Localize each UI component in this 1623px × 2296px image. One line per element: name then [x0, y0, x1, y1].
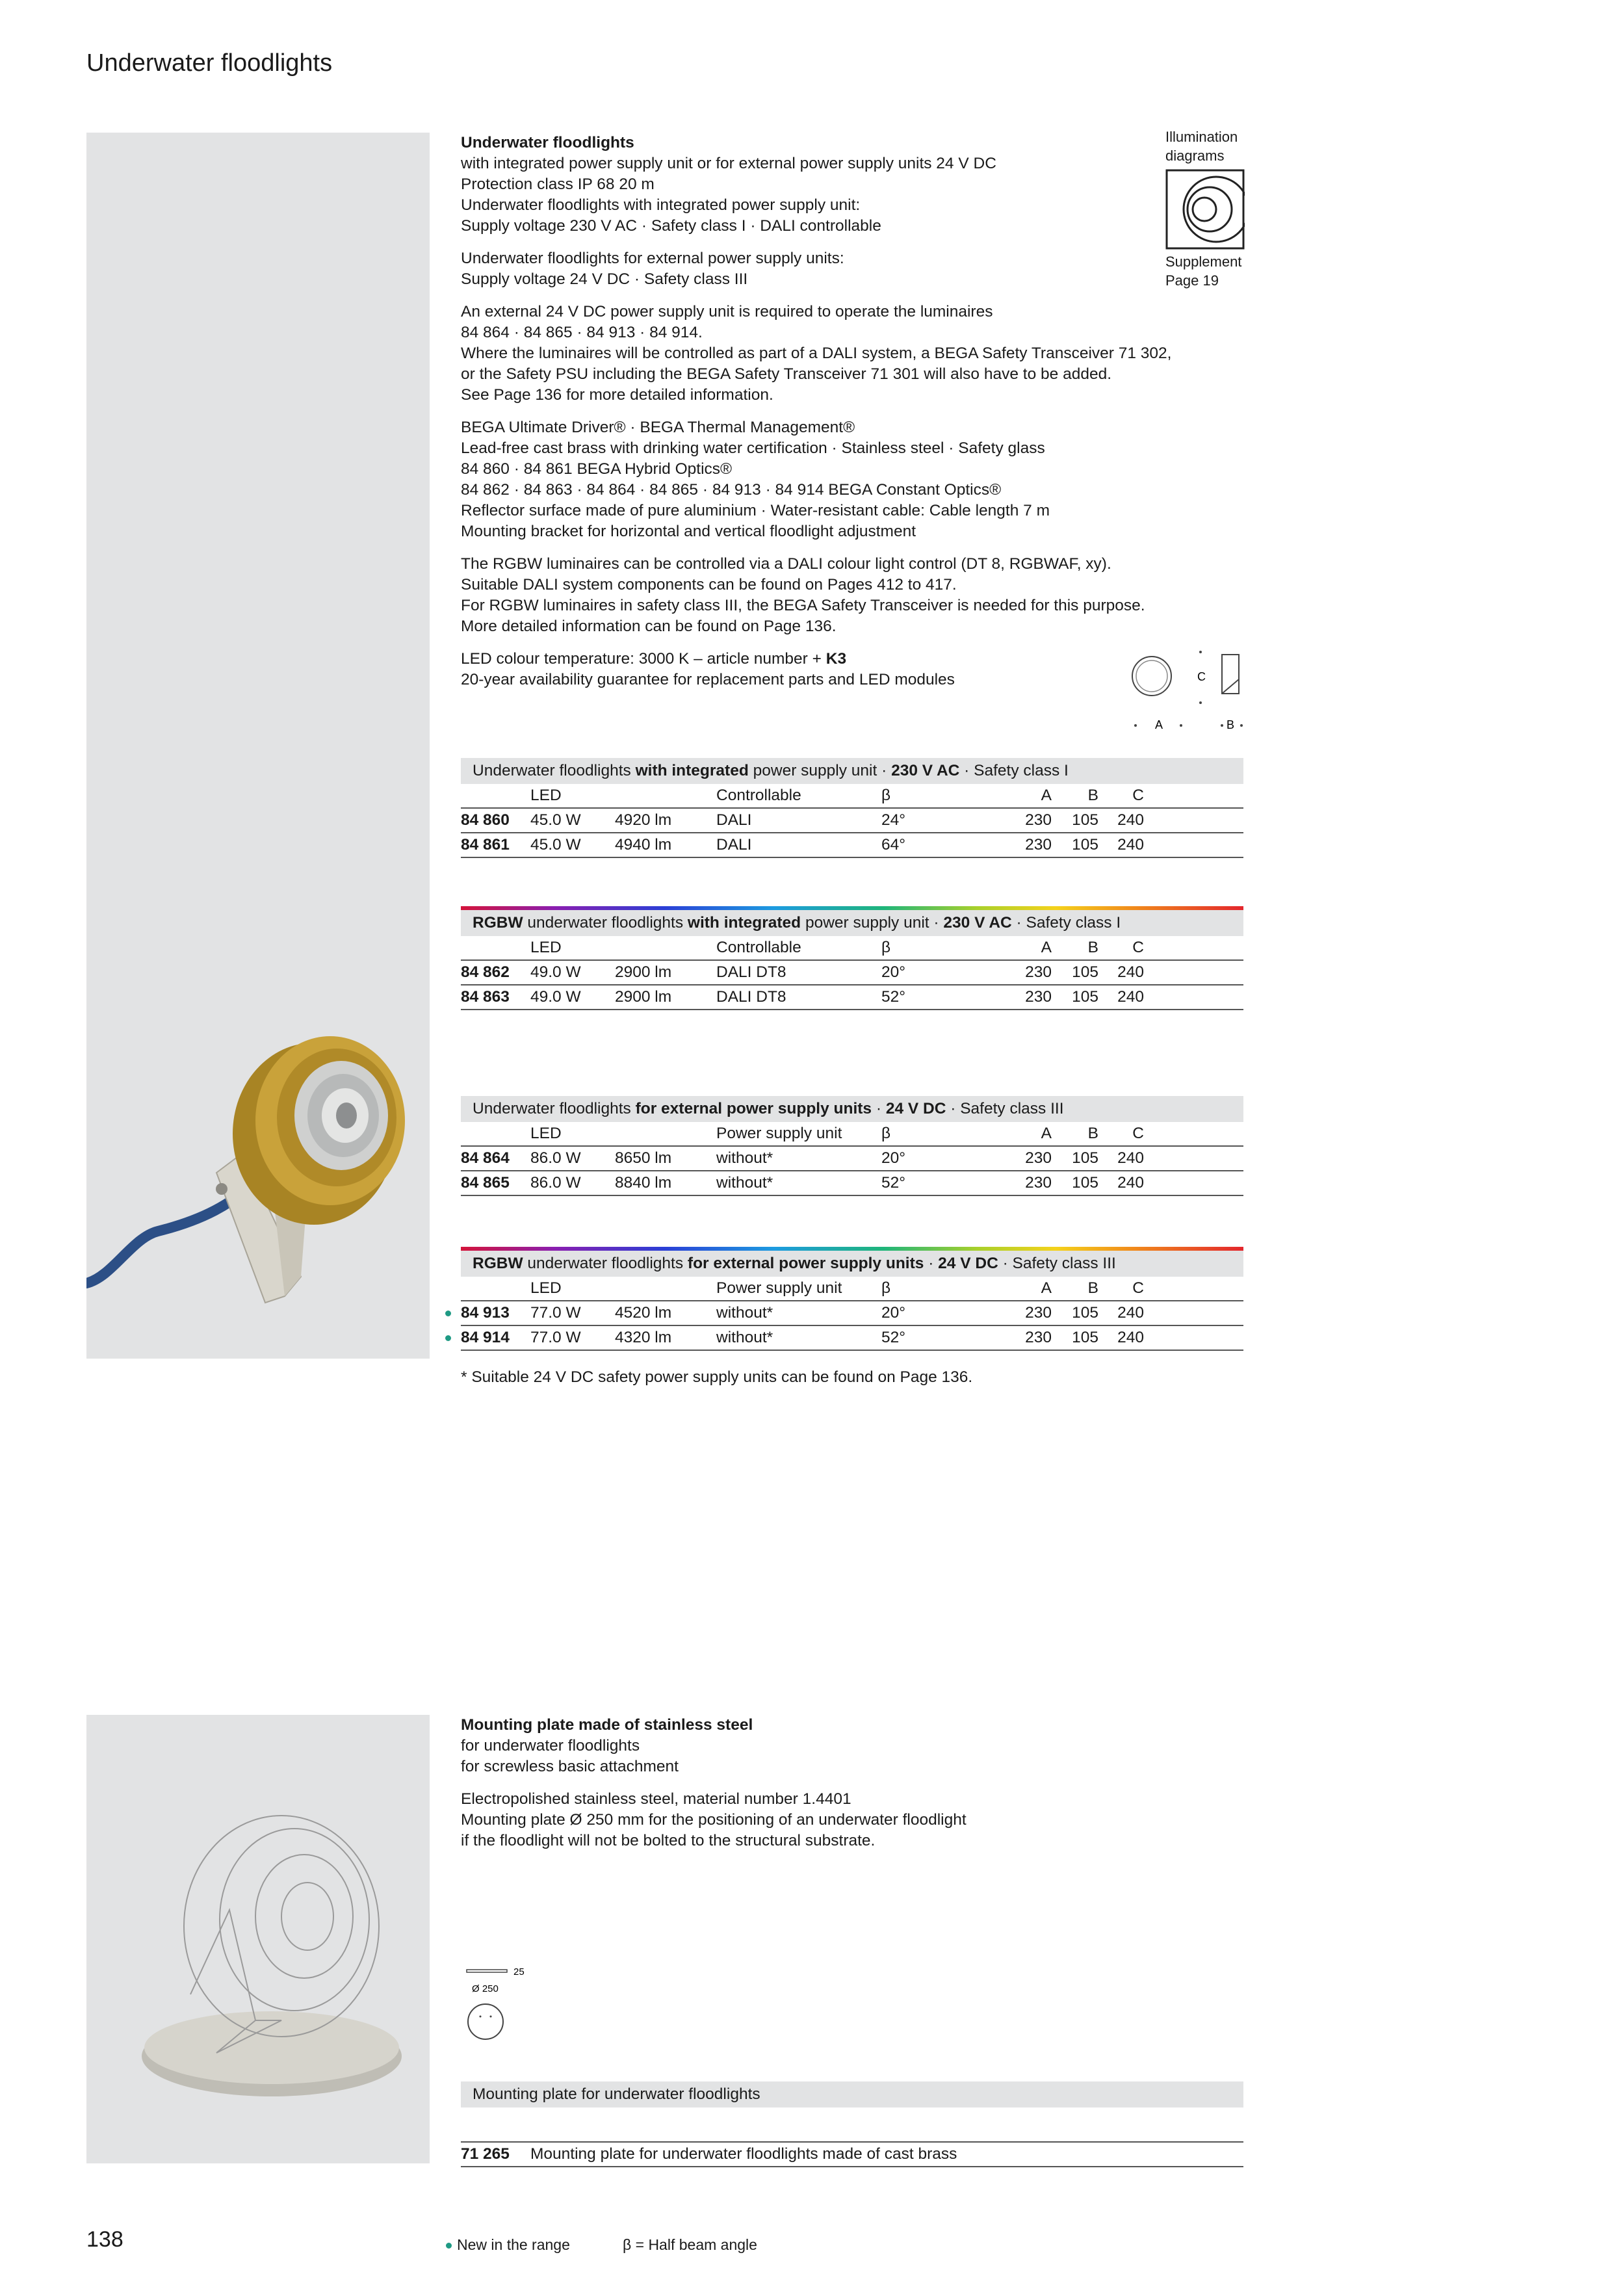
table-header-row [461, 784, 1243, 808]
wattage: 49.0 W [530, 985, 615, 1010]
dim-label-b: B [1227, 718, 1235, 731]
plate-dim-diameter: Ø 250 [472, 1983, 499, 1994]
control-type: without* [716, 1146, 881, 1171]
product-description [461, 133, 1208, 690]
col-a: A [1013, 784, 1052, 808]
col-control: Controllable [716, 936, 881, 960]
footnote: * Suitable 24 V DC safety power supply units can be found on Page 136. [461, 1368, 973, 1386]
col-control: Power supply unit [716, 1277, 881, 1301]
spec-table-4 [461, 1247, 1243, 1351]
mounting-plate-table-head: Mounting plate for underwater floodlights [461, 2081, 1243, 2107]
paragraph-rgbw: The RGBW luminaires can be controlled via a DALI colour light control (DT 8, RGBWAF, xy). Suitable DALI system components can be found on Pages 412 to 417. For RGBW luminaires in safety class III, the BEGA Safety Transceiver is needed for this purpose. More detailed information can be found on Page 136. [461, 555, 1145, 635]
guarantee-text: 20-year availability guarantee for replacement parts and LED modules [461, 671, 955, 688]
table-header-row [461, 1277, 1243, 1301]
col-beta: β [881, 1122, 1013, 1146]
page-number: 138 [86, 2227, 123, 2252]
dim-b: 105 [1052, 1171, 1098, 1195]
plate-dim-thickness: 25 [513, 1966, 525, 1977]
table-heading: RGBW underwater floodlights for external power supply units · 24 V DC · Safety class III [461, 1251, 1243, 1277]
article-number: 71 265 [461, 2145, 510, 2163]
beam-angle: 20° [881, 1146, 1013, 1171]
table-row [461, 985, 1243, 1010]
dim-a: 230 [1013, 1146, 1052, 1171]
table-header-row [461, 936, 1243, 960]
article-number: 84 862 [461, 960, 530, 985]
paragraph-external: Underwater floodlights for external power supply units: Supply voltage 24 V DC · Safety class III [461, 250, 844, 288]
col-led: LED [530, 784, 615, 808]
col-a: A [1013, 1277, 1052, 1301]
table-row [461, 1301, 1243, 1325]
wattage: 77.0 W [530, 1301, 615, 1325]
control-type: DALI DT8 [716, 985, 881, 1010]
legend-beta: β = Half beam angle [623, 2236, 757, 2253]
wattage: 45.0 W [530, 833, 615, 857]
page-header-title: Underwater floodlights [86, 49, 333, 77]
wattage: 77.0 W [530, 1325, 615, 1350]
spec-table [461, 936, 1243, 1010]
dim-label-a: A [1155, 718, 1163, 731]
article-number: 84 865 [461, 1171, 530, 1195]
control-type: without* [716, 1171, 881, 1195]
mounting-plate-description: Mounting plate made of stainless steel for underwater floodlights for screwless basic attachment Electropolished stainless steel, material number 1.4401 Mounting plate Ø 250 mm for the positioning of an underwater floodlight if the floodlight will not be bolted to the structural substrate. [461, 1715, 1208, 1851]
mounting-plate-photo-panel [86, 1715, 430, 2163]
dim-label-c: C [1197, 670, 1206, 683]
dim-c: 240 [1098, 1325, 1144, 1350]
table-row [461, 1146, 1243, 1171]
beam-angle: 20° [881, 960, 1013, 985]
col-b: B [1052, 936, 1098, 960]
lumen: 2900 lm [615, 960, 716, 985]
mounting-plate-table [461, 2081, 1243, 2167]
article-number: 84 864 [461, 1146, 530, 1171]
floodlight-photo [86, 133, 430, 1359]
lumen: 2900 lm [615, 985, 716, 1010]
product-photo-panel [86, 133, 430, 1359]
paragraph-protection: Protection class IP 68 20 m Underwater floodlights with integrated power supply unit: Supply voltage 230 V AC · Safety class I · DALI controllable [461, 176, 881, 235]
control-type: DALI [716, 808, 881, 833]
illumination-diagram-icon [1165, 169, 1245, 250]
table-heading: RGBW underwater floodlights with integrated power supply unit · 230 V AC · Safety class I [461, 910, 1243, 936]
table-row [461, 960, 1243, 985]
table-header-row [461, 1122, 1243, 1146]
col-c: C [1098, 1277, 1144, 1301]
dim-b: 105 [1052, 1325, 1098, 1350]
dim-b: 105 [1052, 960, 1098, 985]
wattage: 45.0 W [530, 808, 615, 833]
table-row [461, 808, 1243, 833]
dim-c: 240 [1098, 960, 1144, 985]
dim-b: 105 [1052, 985, 1098, 1010]
spec-table-3 [461, 1096, 1243, 1196]
dim-c: 240 [1098, 985, 1144, 1010]
lumen: 4940 lm [615, 833, 716, 857]
paragraph-features: BEGA Ultimate Driver® · BEGA Thermal Management® Lead-free cast brass with drinking water certification · Stainless steel · Safety glass 84 860 · 84 861 BEGA Hybrid Optics® 84 862 · 84 863 · 84 864 · 84 865 · 84 913 · 84 914 BEGA Constant Optics® Reflector surface made of pure aluminium · Water-resistant cable: Cable length 7 m Mounting bracket for horizontal and vertical floodlight adjustment [461, 419, 1050, 540]
mounting-plate-photo [86, 1715, 430, 2163]
colour-temperature: LED colour temperature: 3000 K – article number + K3 [461, 650, 847, 668]
dim-b: 105 [1052, 833, 1098, 857]
lumen: 4320 lm [615, 1325, 716, 1350]
new-dot-icon [445, 1335, 451, 1341]
control-type: DALI [716, 833, 881, 857]
dim-a: 230 [1013, 1325, 1052, 1350]
beam-angle: 52° [881, 1171, 1013, 1195]
article-number: 84 914 [461, 1325, 530, 1350]
col-b: B [1052, 784, 1098, 808]
wattage: 86.0 W [530, 1171, 615, 1195]
col-a: A [1013, 936, 1052, 960]
control-type: without* [716, 1301, 881, 1325]
control-type: without* [716, 1325, 881, 1350]
article-number: 84 863 [461, 985, 530, 1010]
beam-angle: 64° [881, 833, 1013, 857]
dim-c: 240 [1098, 833, 1144, 857]
col-c: C [1098, 936, 1144, 960]
dim-c: 240 [1098, 1171, 1144, 1195]
beam-angle: 20° [881, 1301, 1013, 1325]
article-number: 84 861 [461, 833, 530, 857]
dim-b: 105 [1052, 1146, 1098, 1171]
article-number: 84 913 [461, 1301, 530, 1325]
dim-c: 240 [1098, 1301, 1144, 1325]
spec-table [461, 784, 1243, 858]
lumen: 4520 lm [615, 1301, 716, 1325]
lumen: 4920 lm [615, 808, 716, 833]
dimension-drawing [1124, 640, 1248, 735]
wattage: 49.0 W [530, 960, 615, 985]
col-led: LED [530, 1277, 615, 1301]
lumen: 8650 lm [615, 1146, 716, 1171]
beam-angle: 24° [881, 808, 1013, 833]
wattage: 86.0 W [530, 1146, 615, 1171]
legend-new: New in the range [446, 2236, 570, 2254]
lumen: 8840 lm [615, 1171, 716, 1195]
dim-a: 230 [1013, 985, 1052, 1010]
table-row [461, 1325, 1243, 1350]
beam-angle: 52° [881, 1325, 1013, 1350]
illumination-diagrams: Illumination diagrams Supplement Page 19 [1165, 127, 1250, 290]
table-row: 71 265 Mounting plate for underwater floodlights made of cast brass [461, 2143, 1243, 2167]
col-beta: β [881, 784, 1013, 808]
col-c: C [1098, 784, 1144, 808]
col-a: A [1013, 1122, 1052, 1146]
col-led: LED [530, 936, 615, 960]
col-control: Controllable [716, 784, 881, 808]
dim-b: 105 [1052, 1301, 1098, 1325]
paragraph-power-supply: An external 24 V DC power supply unit is required to operate the luminaires 84 864 · 84 865 · 84 913 · 84 914. Where the luminaires will be controlled as part of a DALI system, a BEGA Safety Transceiver 71 302, or the Safety PSU including the BEGA Safety Transceiver 71 301 will also have to be added. See Page 136 for more detailed information. [461, 303, 1172, 404]
beam-angle: 52° [881, 985, 1013, 1010]
col-beta: β [881, 1277, 1013, 1301]
dim-a: 230 [1013, 1301, 1052, 1325]
table-row [461, 833, 1243, 857]
col-beta: β [881, 936, 1013, 960]
dim-c: 240 [1098, 1146, 1144, 1171]
col-control: Power supply unit [716, 1122, 881, 1146]
mounting-plate-dimension-drawing [463, 1962, 534, 2046]
dim-a: 230 [1013, 960, 1052, 985]
new-dot-icon [446, 2243, 452, 2249]
spec-table [461, 1277, 1243, 1351]
col-led: LED [530, 1122, 615, 1146]
product-title: Underwater floodlights [461, 134, 634, 151]
table-row [461, 1171, 1243, 1195]
dim-c: 240 [1098, 808, 1144, 833]
new-dot-icon [445, 1311, 451, 1316]
col-b: B [1052, 1277, 1098, 1301]
spec-table [461, 1122, 1243, 1196]
dim-a: 230 [1013, 1171, 1052, 1195]
dim-a: 230 [1013, 808, 1052, 833]
dim-b: 105 [1052, 808, 1098, 833]
spec-table-2 [461, 906, 1243, 1010]
dim-a: 230 [1013, 833, 1052, 857]
col-c: C [1098, 1122, 1144, 1146]
mounting-plate-title: Mounting plate made of stainless steel [461, 1716, 753, 1734]
table-heading: Underwater floodlights with integrated power supply unit · 230 V AC · Safety class I [461, 758, 1243, 784]
article-number: 84 860 [461, 808, 530, 833]
control-type: DALI DT8 [716, 960, 881, 985]
col-b: B [1052, 1122, 1098, 1146]
spec-table-1 [461, 758, 1243, 858]
table-heading: Underwater floodlights for external power supply units · 24 V DC · Safety class III [461, 1096, 1243, 1122]
product-subtitle: with integrated power supply unit or for external power supply units 24 V DC [461, 155, 996, 172]
